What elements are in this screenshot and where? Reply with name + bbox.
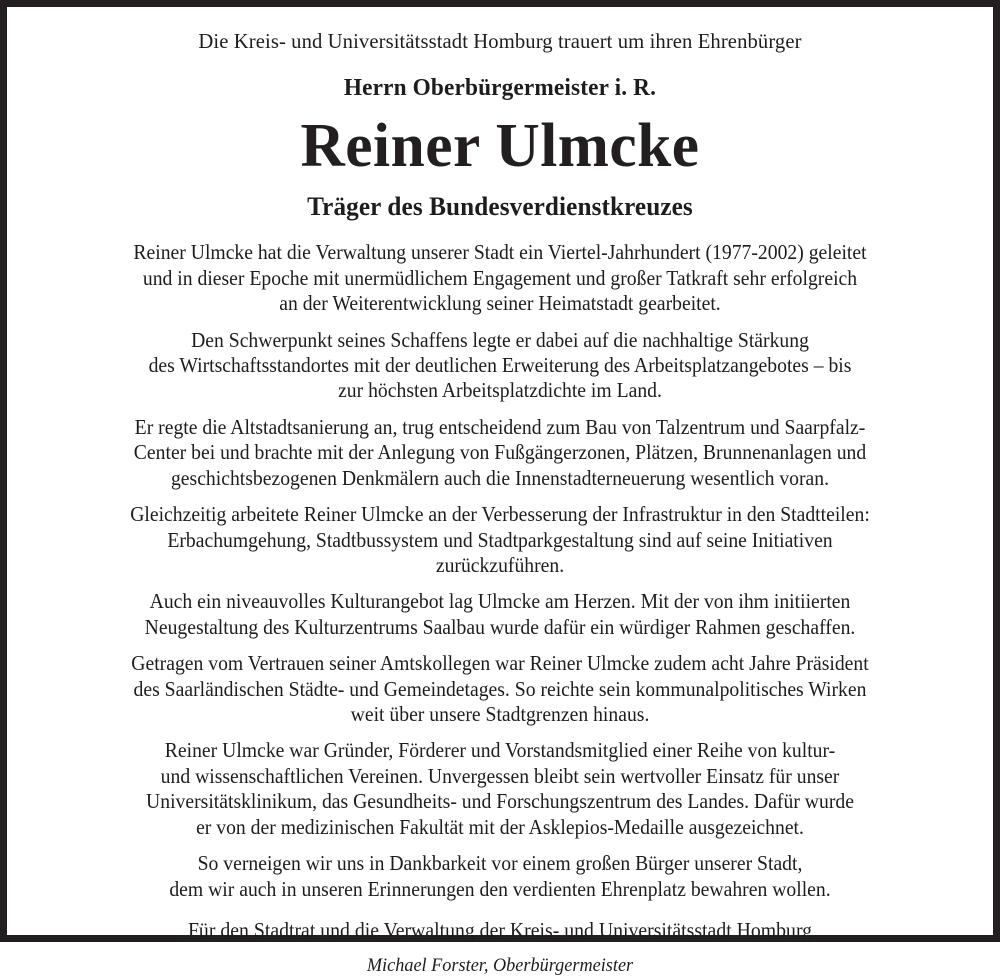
tribute-paragraph: [50, 652, 950, 728]
tribute-paragraph: [50, 852, 950, 903]
tribute-line: zur höchsten Arbeitsplatzdichte im Land.: [338, 380, 662, 403]
tribute-line: So verneigen wir uns in Dankbarkeit vor einem großen Bürger unserer Stadt,: [197, 853, 803, 876]
tribute-body: [29, 241, 971, 903]
tribute-paragraph: [50, 416, 950, 492]
tribute-paragraph: [50, 503, 950, 579]
preamble-text: Die Kreis- und Universitätsstadt Homburg trauert um ihren Ehrenbürger: [198, 29, 802, 53]
tribute-line: Reiner Ulmcke war Gründer, Förderer und Vorstandsmitglied einer Reihe von kultur-: [164, 740, 836, 763]
tribute-line: er von der medizinischen Fakultät mit der Asklepios-Medaille ausgezeichnet.: [196, 816, 804, 839]
tribute-line: Den Schwerpunkt seines Schaffens legte er dabei auf die nachhaltige Stärkung: [191, 329, 809, 352]
tribute-paragraph: [50, 590, 950, 641]
tribute-line: Auch ein niveauvolles Kulturangebot lag Ulmcke am Herzen. Mit der von ihm initiierten: [149, 591, 851, 614]
tribute-paragraph: [50, 241, 950, 317]
tribute-line: geschichtsbezogenen Denkmälern auch die Innenstadterneuerung wesentlich voran.: [170, 467, 830, 490]
tribute-line: Getragen vom Vertrauen seiner Amtskollegen war Reiner Ulmcke zudem acht Jahre Präsident: [131, 653, 869, 676]
tribute-line: Neugestaltung des Kulturzentrums Saalbau wurde dafür ein würdiger Rahmen geschaffen.: [144, 616, 856, 639]
honor-text: Träger des Bundesverdienstkreuzes: [307, 192, 693, 222]
tribute-line: Gleichzeitig arbeitete Reiner Ulmcke an der Verbesserung der Infrastruktur in den Stadtteilen:: [130, 504, 870, 527]
tribute-line: Center bei und brachte mit der Anlegung von Fußgängerzonen, Plätzen, Brunnenanlagen und: [133, 442, 867, 465]
signature-block: [29, 919, 971, 977]
signature-person: Michael Forster, Oberbürgermeister: [366, 954, 634, 976]
tribute-paragraph: [50, 739, 950, 841]
tribute-line: und wissenschaftlichen Vereinen. Unvergessen bleibt sein wertvoller Einsatz für unser: [160, 765, 840, 788]
tribute-paragraph: [50, 329, 950, 405]
tribute-line: Erbachumgehung, Stadtbussystem und Stadtparkgestaltung sind auf seine Initiativen: [167, 529, 833, 552]
tribute-line: des Wirtschaftsstandortes mit der deutlichen Erweiterung des Arbeitsplatzangebotes – bis: [148, 354, 852, 377]
tribute-line: Er regte die Altstadtsanierung an, trug entscheidend zum Bau von Talzentrum und Saarpfalz-: [134, 416, 866, 439]
tribute-line: Reiner Ulmcke hat die Verwaltung unserer Stadt ein Viertel-Jahrhundert (1977-2002) geleitet: [133, 242, 867, 265]
tribute-line: des Saarländischen Städte- und Gemeindetages. So reichte sein kommunalpolitisches Wirken: [133, 678, 867, 701]
tribute-line: zurückzuführen.: [435, 554, 565, 577]
signature-authority: Für den Stadtrat und die Verwaltung der Kreis- und Universitätsstadt Homburg: [187, 920, 813, 942]
tribute-line: weit über unsere Stadtgrenzen hinaus.: [350, 704, 650, 727]
tribute-line: an der Weiterentwicklung seiner Heimatstadt gearbeitet.: [279, 293, 721, 316]
deceased-name: Reiner Ulmcke: [300, 111, 700, 180]
tribute-line: dem wir auch in unseren Erinnerungen den verdienten Ehrenplatz bewahren wollen.: [169, 878, 831, 901]
salutation-text: Herrn Oberbürgermeister i. R.: [343, 75, 657, 102]
tribute-line: Universitätsklinikum, das Gesundheits- und Forschungszentrum des Landes. Dafür wurde: [146, 791, 854, 814]
masthead: [29, 25, 971, 221]
tribute-line: und in dieser Epoche mit unermüdlichem Engagement und großer Tatkraft sehr erfolgreich: [142, 267, 858, 290]
